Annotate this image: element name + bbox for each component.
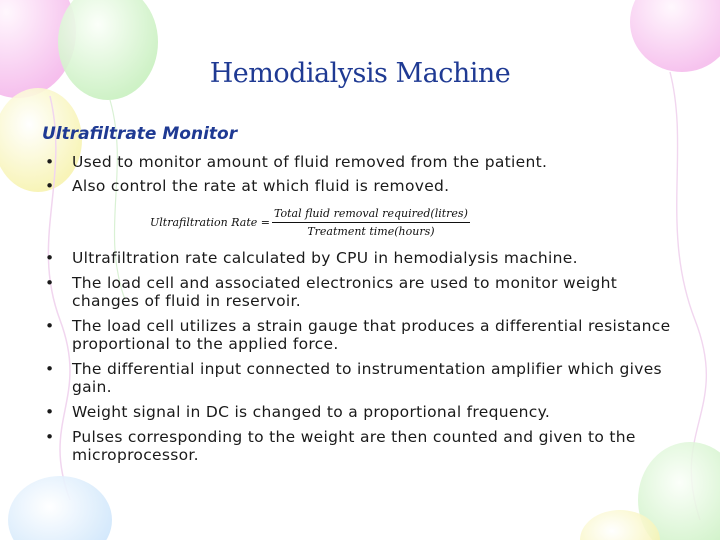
section-subtitle: Ultrafiltrate Monitor [42,124,238,144]
list-item: • Weight signal in DC is changed to a proportional frequency. [42,403,682,421]
list-item: • Used to monitor amount of fluid removed from the patient. [42,150,702,174]
formula-fraction [272,207,470,238]
list-item: • The load cell and associated electronics are used to monitor weight changes of fluid in reservoir. [42,274,682,310]
formula-lhs: Ultrafiltration Rate = [150,215,270,229]
list-item: • The load cell utilizes a strain gauge that produces a differential resistance proportional to the applied force. [42,317,682,353]
formula-numerator: Total fluid removal required(litres) [272,207,470,223]
formula-denominator: Treatment time(hours) [307,224,435,238]
list-item: • The differential input connected to instrumentation amplifier which gives gain. [42,360,682,396]
list-item: • Also control the rate at which fluid is removed. [42,174,702,198]
list-item: • Ultrafiltration rate calculated by CPU in hemodialysis machine. [42,249,682,267]
ultrafiltration-rate-formula [150,204,470,240]
detail-bullet-list [42,249,682,471]
list-item: • Pulses corresponding to the weight are then counted and given to the microprocessor. [42,428,682,464]
intro-bullet-list [42,150,702,198]
slide-title: Hemodialysis Machine [209,58,511,89]
